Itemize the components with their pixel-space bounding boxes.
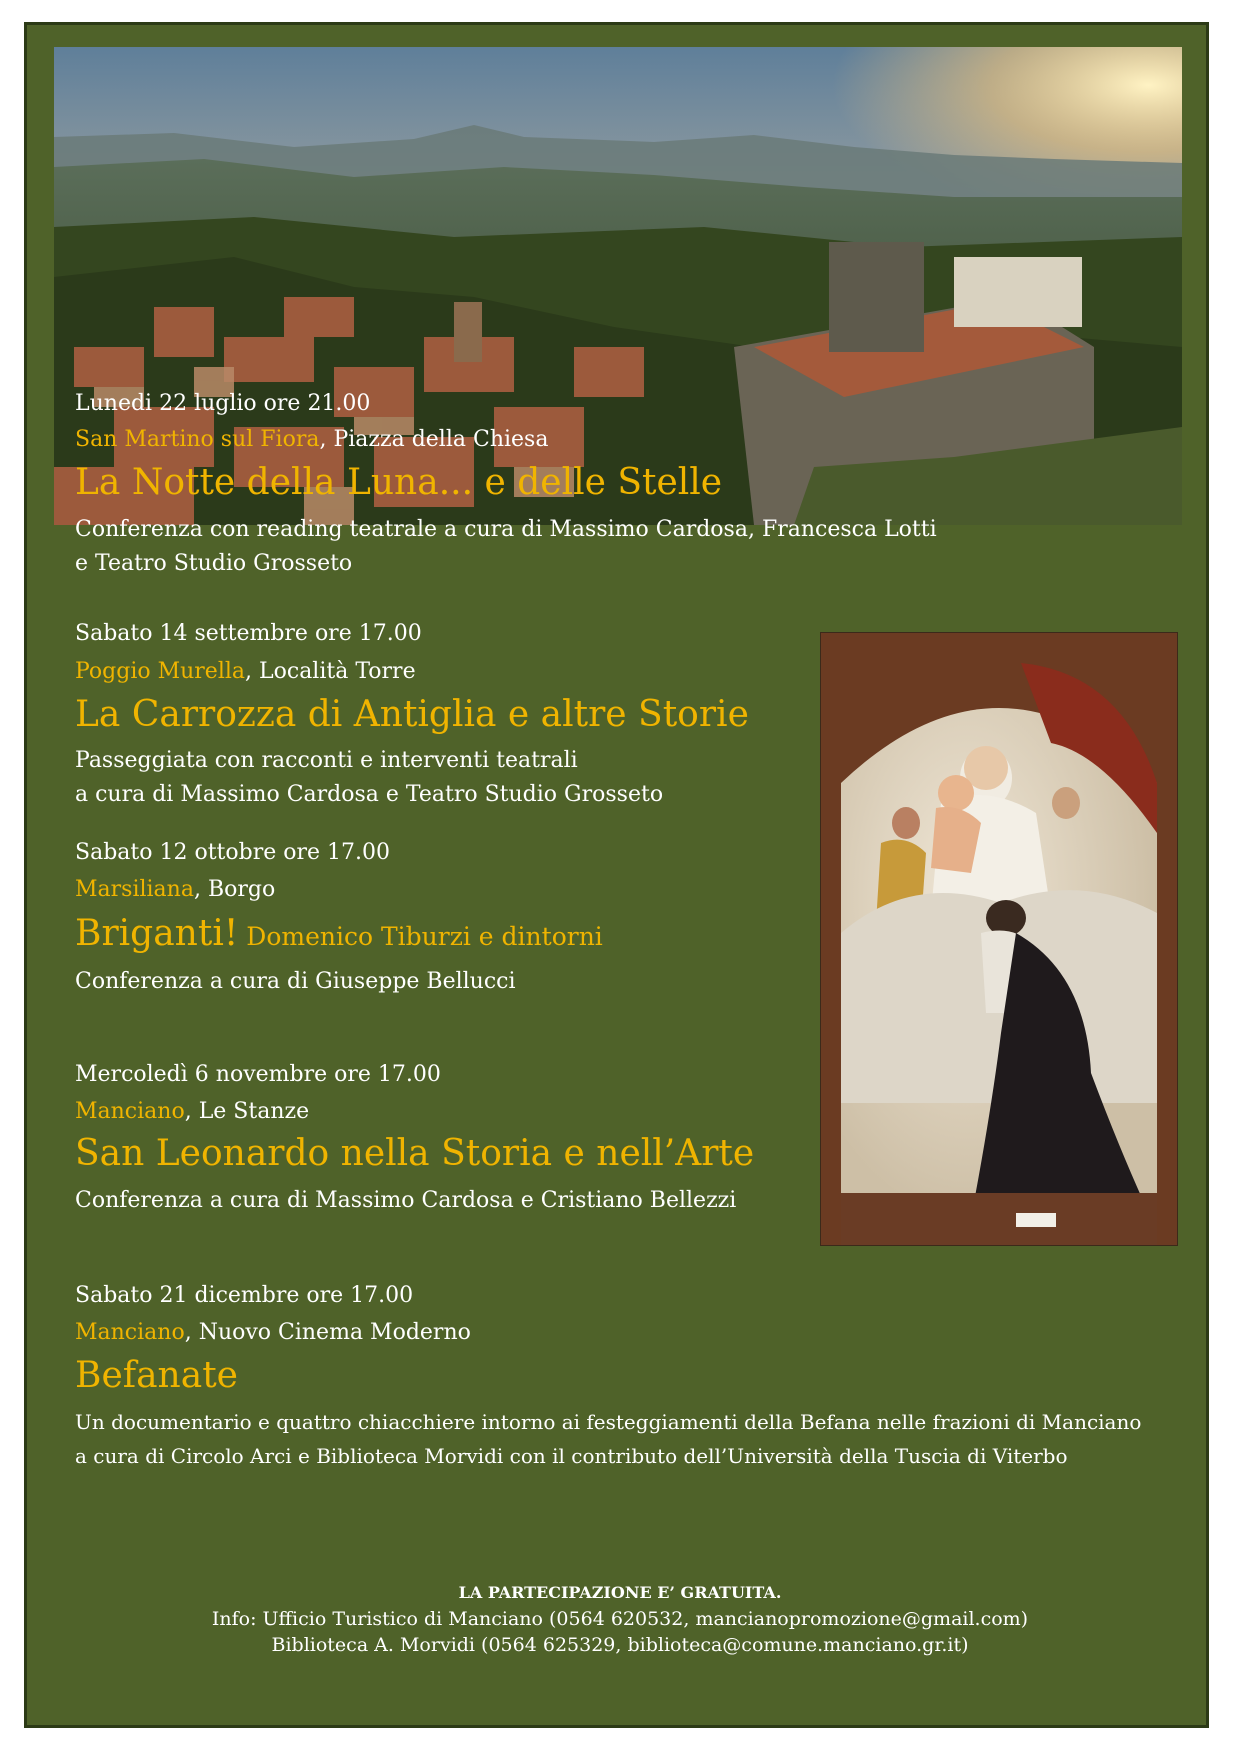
event-4-venue: , Le Stanze xyxy=(184,1099,310,1124)
event-5-location xyxy=(75,1320,471,1345)
event-5-title: Befanate xyxy=(75,1355,238,1396)
event-5-date: Sabato 21 dicembre ore 17.00 xyxy=(75,1283,414,1308)
event-3-subtitle: Domenico Tiburzi e dintorni xyxy=(238,922,603,951)
event-1-date: Lunedi 22 luglio ore 21.00 xyxy=(75,391,371,416)
event-3-title xyxy=(75,913,603,954)
event-5-town: Manciano xyxy=(75,1320,185,1345)
free-entry-notice: LA PARTECIPAZIONE E’ GRATUITA. xyxy=(458,1583,782,1602)
tourist-office-info: Info: Ufficio Turistico di Manciano (0564 620532, mancianopromozione@gmail.com) xyxy=(211,1608,1029,1630)
event-4-date: Mercoledì 6 novembre ore 17.00 xyxy=(75,1062,441,1087)
village-panorama-photo xyxy=(54,47,1182,525)
library-info: Biblioteca A. Morvidi (0564 625329, biblioteca@comune.manciano.gr.it) xyxy=(271,1634,969,1656)
event-4-location xyxy=(75,1099,309,1124)
event-5-venue: , Nuovo Cinema Moderno xyxy=(184,1320,471,1345)
event-3-location xyxy=(75,877,275,902)
event-3-description-line: Conferenza a cura di Giuseppe Bellucci xyxy=(75,969,516,994)
event-1-description-line: e Teatro Studio Grosseto xyxy=(75,551,353,576)
event-1-description xyxy=(75,513,937,581)
event-1-description-line: Conferenza con reading teatrale a cura di Massimo Cardosa, Francesca Lotti xyxy=(75,517,937,542)
event-1-title: La Notte della Luna... e delle Stelle xyxy=(75,462,723,503)
event-4-title: San Leonardo nella Storia e nell’Arte xyxy=(75,1133,755,1174)
event-5-description-line: a cura di Circolo Arci e Biblioteca Morvidi con il contributo dell’Università della Tuscia di Viterbo xyxy=(75,1444,1068,1468)
event-5-description xyxy=(75,1405,1141,1473)
event-5-description-line: Un documentario e quattro chiacchiere intorno ai festeggiamenti della Befana nelle frazioni di Manciano xyxy=(75,1410,1142,1434)
event-3-description xyxy=(75,965,516,999)
footer xyxy=(0,1580,1240,1658)
event-3-date: Sabato 12 ottobre ore 17.00 xyxy=(75,840,390,865)
event-2-description xyxy=(75,744,663,812)
event-3-venue: , Borgo xyxy=(193,877,276,902)
event-2-description-line: Passeggiata con racconti e interventi teatrali xyxy=(75,748,578,773)
event-2-date: Sabato 14 settembre ore 17.00 xyxy=(75,621,422,646)
event-2-title: La Carrozza di Antiglia e altre Storie xyxy=(75,694,749,735)
event-4-description xyxy=(75,1184,736,1218)
event-1-location xyxy=(75,427,548,452)
event-1-venue: , Piazza della Chiesa xyxy=(319,427,549,452)
event-3-title-main: Briganti! xyxy=(75,913,239,954)
event-3-town: Marsiliana xyxy=(75,877,194,902)
event-4-town: Manciano xyxy=(75,1099,185,1124)
event-2-description-line: a cura di Massimo Cardosa e Teatro Studio Grosseto xyxy=(75,782,664,807)
san-leonardo-painting xyxy=(820,632,1178,1246)
event-1-town: San Martino sul Fiora xyxy=(75,427,320,452)
event-2-venue: , Località Torre xyxy=(245,659,416,684)
event-4-description-line: Conferenza a cura di Massimo Cardosa e Cristiano Bellezzi xyxy=(75,1188,737,1213)
event-2-town: Poggio Murella xyxy=(75,659,246,684)
event-2-location xyxy=(75,659,416,684)
